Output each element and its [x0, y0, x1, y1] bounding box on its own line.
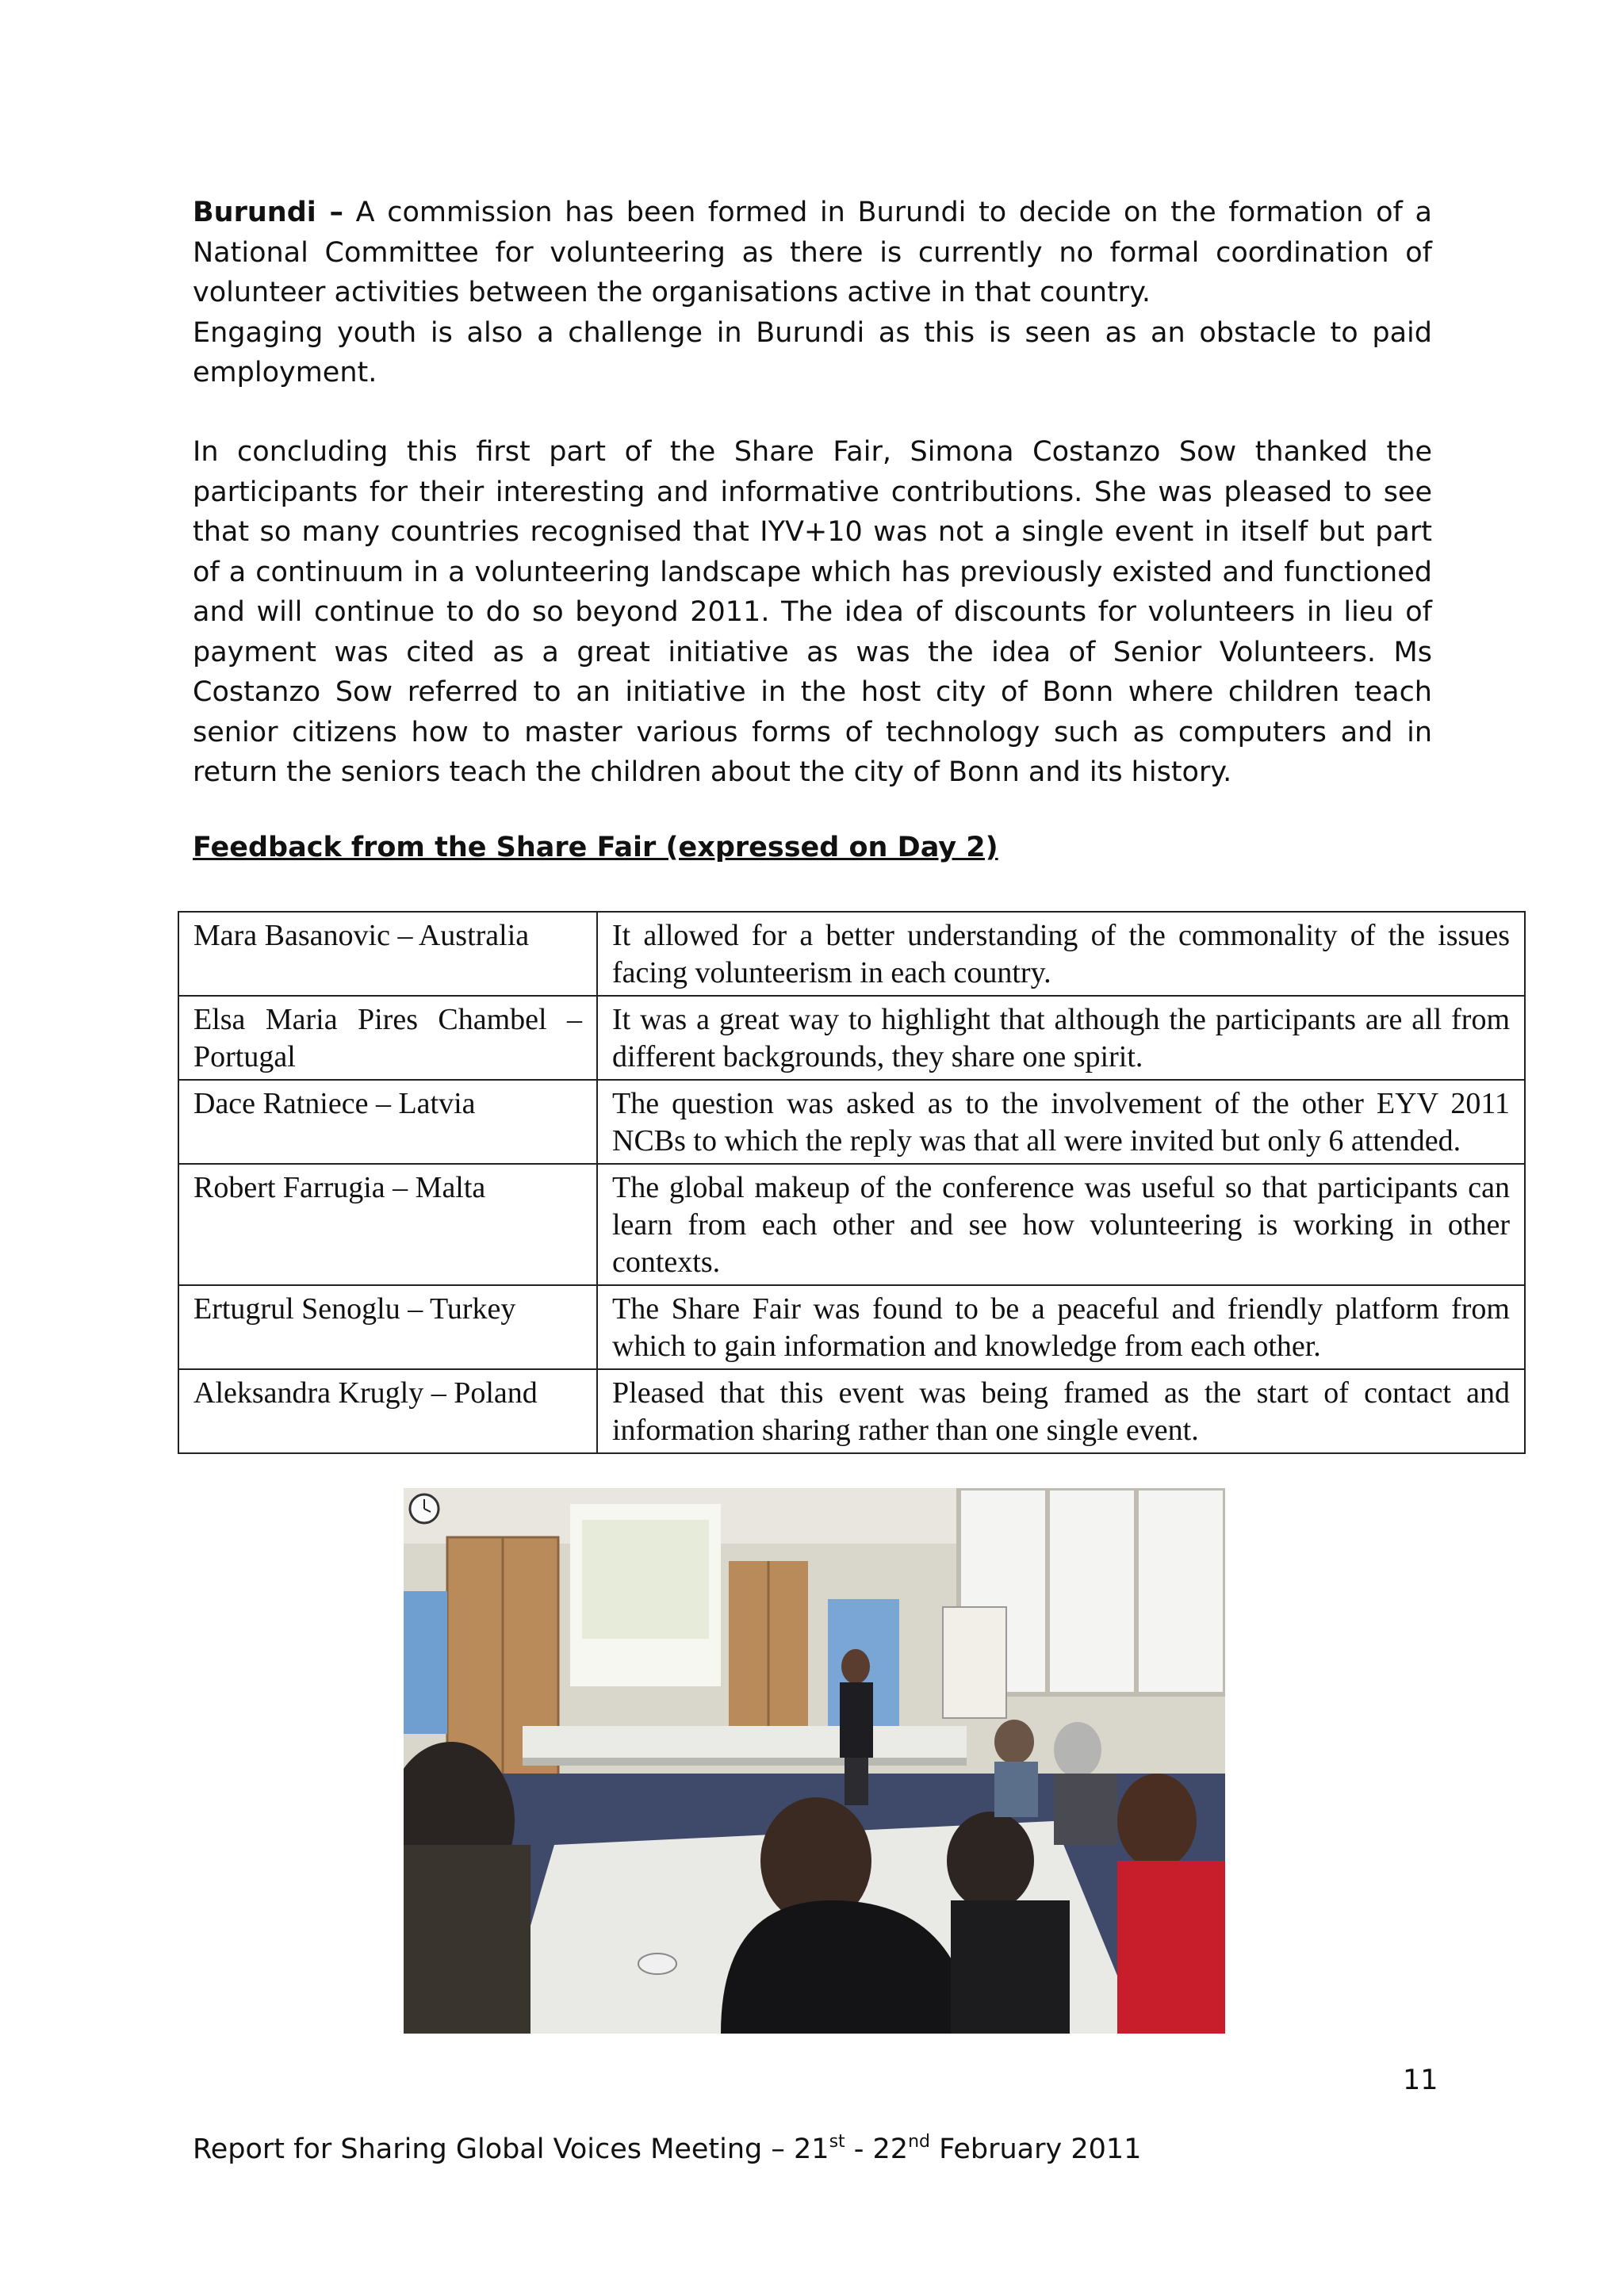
- participant-name: Mara Basanovic – Australia: [178, 912, 597, 996]
- participant-feedback: The global makeup of the conference was useful so that participants can learn from each other and see how volunteering is working in other contexts.: [597, 1164, 1525, 1285]
- participant-feedback: It allowed for a better understanding of the commonality of the issues facing volunteerism in each country.: [597, 912, 1525, 996]
- table-row: [178, 1369, 1525, 1453]
- table-row: [178, 1285, 1525, 1369]
- participant-name: Elsa Maria Pires Chambel – Portugal: [178, 996, 597, 1080]
- footer-prefix: Report for Sharing Global Voices Meeting – 21: [193, 2133, 829, 2165]
- table-row: [178, 996, 1525, 1080]
- burundi-youth-text: Engaging youth is also a challenge in Burundi as this is seen as an obstacle to paid employment.: [193, 316, 1432, 388]
- participant-name: Dace Ratniece – Latvia: [178, 1080, 597, 1164]
- participant-feedback: It was a great way to highlight that although the participants are all from different backgrounds, they share one spirit.: [597, 996, 1525, 1080]
- table-row: [178, 1080, 1525, 1164]
- footer-sup-st: st: [829, 2132, 845, 2152]
- feedback-heading: Feedback from the Share Fair (expressed on Day 2): [193, 832, 998, 863]
- footer-suffix: February 2011: [930, 2133, 1142, 2165]
- page-footer: [193, 2133, 1141, 2165]
- burundi-label: Burundi –: [193, 197, 343, 228]
- participant-feedback: Pleased that this event was being framed as the start of contact and information sharing rather than one single event.: [597, 1369, 1525, 1453]
- participant-name: Robert Farrugia – Malta: [178, 1164, 597, 1285]
- conference-room-illustration: [404, 1488, 1225, 2034]
- burundi-paragraph: [193, 193, 1432, 393]
- participant-feedback: The question was asked as to the involvement of the other EYV 2011 NCBs to which the reply was that all were invited but only 6 attended.: [597, 1080, 1525, 1164]
- page-number: 11: [1403, 2064, 1438, 2096]
- burundi-text: A commission has been formed in Burundi to decide on the formation of a National Committee for volunteering as there is currently no formal coordination of volunteer activities between the organisations active in that country.: [193, 197, 1432, 308]
- footer-sup-nd: nd: [908, 2132, 930, 2152]
- table-row: [178, 1164, 1525, 1285]
- conclusion-paragraph: In concluding this first part of the Share Fair, Simona Costanzo Sow thanked the participants for their interesting and informative contributions. She was pleased to see that so many countries recognised that IYV+10 was not a single event in itself but part of a continuum in a volunteering landscape which has previously existed and functioned and will continue to do so beyond 2011. The idea of discounts for volunteers in lieu of payment was cited as a great initiative as was the idea of Senior Volunteers. Ms Costanzo Sow referred to an initiative in the host city of Bonn where children teach senior citizens how to master various forms of technology such as computers and in return the seniors teach the children about the city of Bonn and its history.: [193, 436, 1432, 788]
- participant-name: Aleksandra Krugly – Poland: [178, 1369, 597, 1453]
- conference-photo: [404, 1488, 1225, 2034]
- feedback-table: [178, 911, 1526, 1454]
- participant-name: Ertugrul Senoglu – Turkey: [178, 1285, 597, 1369]
- participant-feedback: The Share Fair was found to be a peaceful and friendly platform from which to gain information and knowledge from each other.: [597, 1285, 1525, 1369]
- footer-middle: - 22: [845, 2133, 909, 2165]
- table-row: [178, 912, 1525, 996]
